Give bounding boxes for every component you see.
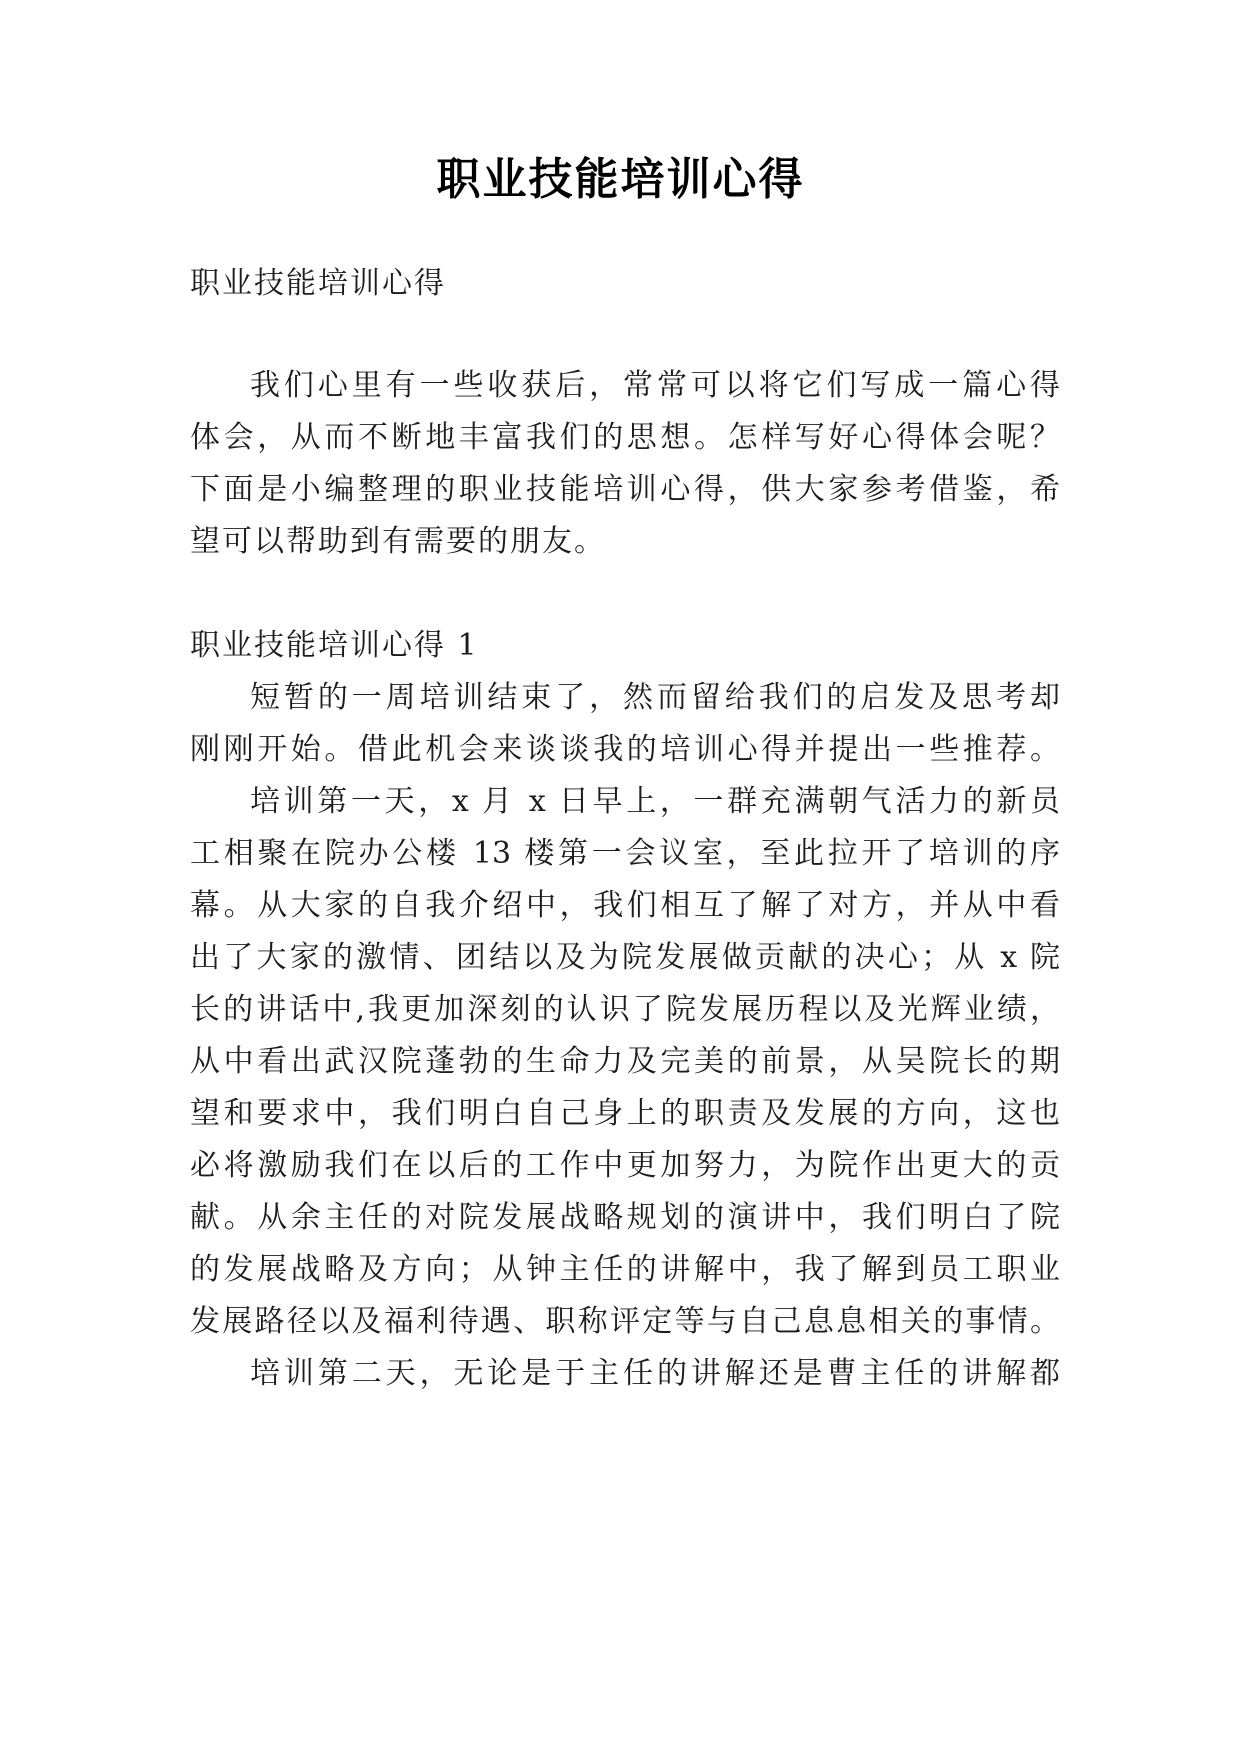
section-heading: 职业技能培训心得 1: [190, 628, 479, 663]
document-title: 职业技能培训心得: [436, 154, 805, 205]
paragraph-2-line-8: 必将激励我们在以后的工作中更加努力，为院作出更大的贡: [190, 1148, 1060, 1183]
paragraph-2-line-6: 从中看出武汉院蓬勃的生命力及完美的前景，从吴院长的期: [190, 1044, 1060, 1079]
intro-line-2: 体会，从而不断地丰富我们的思想。怎样写好心得体会呢？: [190, 420, 1060, 455]
paragraph-2-line-4: 出了大家的激情、团结以及为院发展做贡献的决心；从 x 院: [190, 940, 1060, 975]
intro-line-3: 下面是小编整理的职业技能培训心得，供大家参考借鉴，希: [190, 472, 1060, 507]
paragraph-1-line-1: 短暂的一周培训结束了，然而留给我们的启发及思考却: [250, 680, 1060, 715]
paragraph-2-line-7: 望和要求中，我们明白自己身上的职责及发展的方向，这也: [190, 1096, 1060, 1131]
paragraph-1-line-2: 刚刚开始。借此机会来谈谈我的培训心得并提出一些推荐。: [190, 732, 1060, 767]
subtitle-line: 职业技能培训心得: [190, 266, 446, 301]
paragraph-2-line-11: 发展路径以及福利待遇、职称评定等与自己息息相关的事情。: [190, 1304, 1060, 1339]
paragraph-3-line-1: 培训第二天，无论是于主任的讲解还是曹主任的讲解都: [250, 1356, 1060, 1391]
paragraph-2-line-5: 长的讲话中,我更加深刻的认识了院发展历程以及光辉业绩，: [190, 992, 1060, 1027]
paragraph-2-line-3: 幕。从大家的自我介绍中，我们相互了解了对方，并从中看: [190, 888, 1060, 923]
paragraph-2-line-9: 献。从余主任的对院发展战略规划的演讲中，我们明白了院: [190, 1200, 1060, 1235]
intro-line-1: 我们心里有一些收获后，常常可以将它们写成一篇心得: [250, 368, 1060, 403]
paragraph-2-line-2: 工相聚在院办公楼 13 楼第一会议室，至此拉开了培训的序: [190, 836, 1060, 871]
intro-line-4: 望可以帮助到有需要的朋友。: [190, 524, 606, 559]
paragraph-2-line-1: 培训第一天，x 月 x 日早上，一群充满朝气活力的新员: [250, 784, 1060, 819]
paragraph-2-line-10: 的发展战略及方向；从钟主任的讲解中，我了解到员工职业: [190, 1252, 1060, 1287]
